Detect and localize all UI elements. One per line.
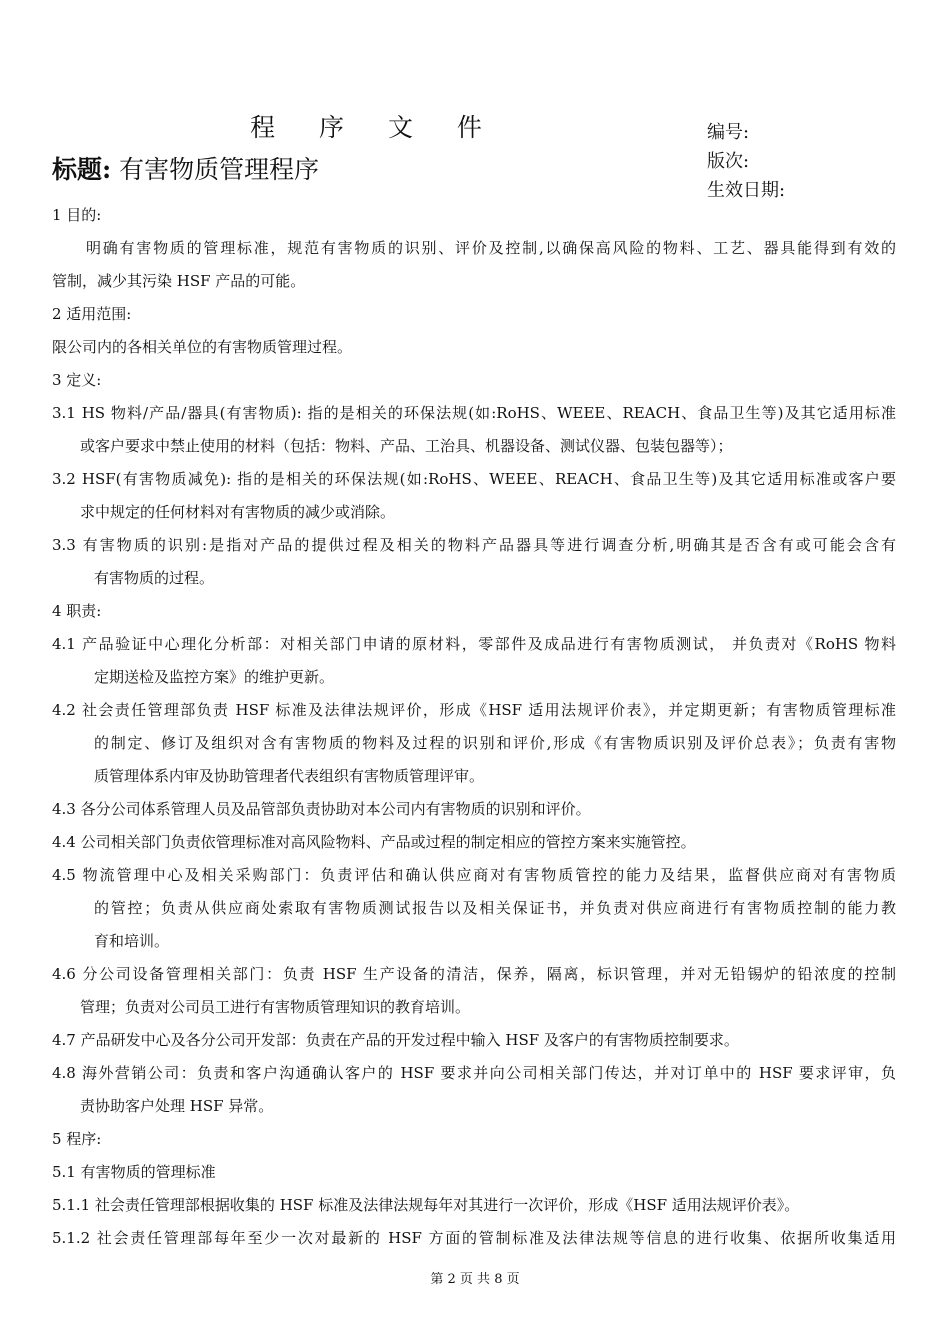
body-line: 5.1.1 社会责任管理部根据收集的 HSF 标准及法律法规每年对其进行一次评价，形成《HSF 适用法规评价表》。 — [52, 1196, 800, 1214]
body-line: 管理；负责对公司员工进行有害物质管理知识的教育培训。 — [80, 998, 471, 1016]
page-footer: 第 2 页 共 8 页 — [430, 1272, 520, 1287]
document-type-heading: 程 序 文 件 — [250, 113, 500, 142]
meta-effective-date: 生效日期: — [707, 180, 786, 201]
body-line: 4.1 产品验证中心理化分析部：对相关部门申请的原材料，零部件及成品进行有害物质测试， 并负责对《RoHS 物料 — [52, 635, 896, 653]
body-line: 2 适用范围: — [52, 305, 132, 323]
meta-version: 版次: — [707, 151, 750, 172]
body-line: 的管控；负责从供应商处索取有害物质测试报告以及相关保证书，并负责对供应商进行有害物质控制的能力教 — [94, 899, 896, 917]
document-title — [52, 150, 319, 186]
body-line: 4.4 公司相关部门负责依管理标准对高风险物料、产品或过程的制定相应的管控方案来实施管控。 — [52, 833, 696, 851]
title-text: 有害物质管理程序 — [111, 155, 320, 184]
body-line: 限公司内的各相关单位的有害物质管理过程。 — [52, 338, 353, 356]
document-meta — [707, 118, 785, 205]
body-line: 3.3 有害物质的识别:是指对产品的提供过程及相关的物料产品器具等进行调查分析,明确其是否含有或可能会含有 — [52, 536, 896, 554]
document-body — [52, 199, 896, 1255]
body-line: 质管理体系内审及协助管理者代表组织有害物质管理评审。 — [94, 767, 485, 785]
body-line: 4 职责: — [52, 602, 102, 620]
body-line: 或客户要求中禁止使用的材料（包括：物料、产品、工治具、机器设备、测试仪器、包装包器等）； — [80, 437, 733, 455]
body-line: 育和培训。 — [94, 932, 170, 950]
body-line: 4.8 海外营销公司：负责和客户沟通确认客户的 HSF 要求并向公司相关部门传达，并对订单中的 HSF 要求评审，负 — [52, 1064, 896, 1082]
body-line: 求中规定的任何材料对有害物质的减少或消除。 — [80, 503, 396, 521]
body-line: 3.2 HSF(有害物质减免): 指的是相关的环保法规(如:RoHS、WEEE、REACH、食品卫生等)及其它适用标准或客户要 — [52, 470, 896, 488]
body-line: 5.1 有害物质的管理标准 — [52, 1163, 216, 1181]
body-line: 4.5 物流管理中心及相关采购部门：负责评估和确认供应商对有害物质管控的能力及结果，监督供应商对有害物质 — [52, 866, 896, 884]
body-line: 5.1.2 社会责任管理部每年至少一次对最新的 HSF 方面的管制标准及法律法规等信息的进行收集、依据所收集适用 — [52, 1229, 896, 1247]
body-line: 5 程序: — [52, 1130, 102, 1148]
body-line: 定期送检及监控方案》的维护更新。 — [94, 668, 335, 686]
body-line: 管制，减少其污染 HSF 产品的可能。 — [52, 272, 306, 290]
body-line: 责协助客户处理 HSF 异常。 — [80, 1097, 274, 1115]
meta-number: 编号: — [707, 122, 750, 143]
title-label: 标题: — [52, 155, 112, 184]
body-line: 4.7 产品研发中心及各分公司开发部：负责在产品的开发过程中输入 HSF 及客户的有害物质控制要求。 — [52, 1031, 739, 1049]
body-line: 4.6 分公司设备管理相关部门：负责 HSF 生产设备的清洁，保养，隔离，标识管理，并对无铅锡炉的铅浓度的控制 — [52, 965, 896, 983]
body-line: 3 定义: — [52, 371, 102, 389]
body-line: 3.1 HS 物料/产品/器具(有害物质): 指的是相关的环保法规(如:RoHS、WEEE、REACH、食品卫生等)及其它适用标准 — [52, 404, 896, 422]
body-line: 1 目的: — [52, 206, 102, 224]
body-line: 的制定、修订及组织对含有害物质的物料及过程的识别和评价,形成《有害物质识别及评价总表》；负责有害物 — [94, 734, 896, 752]
body-line: 4.2 社会责任管理部负责 HSF 标准及法律法规评价，形成《HSF 适用法规评价表》，并定期更新；有害物质管理标准 — [52, 701, 896, 719]
body-line: 明确有害物质的管理标准，规范有害物质的识别、评价及控制,以确保高风险的物料、工艺、器具能得到有效的 — [86, 239, 896, 257]
body-line: 4.3 各分公司体系管理人员及品管部负责协助对本公司内有害物质的识别和评价。 — [52, 800, 591, 818]
body-line: 有害物质的过程。 — [94, 569, 215, 587]
